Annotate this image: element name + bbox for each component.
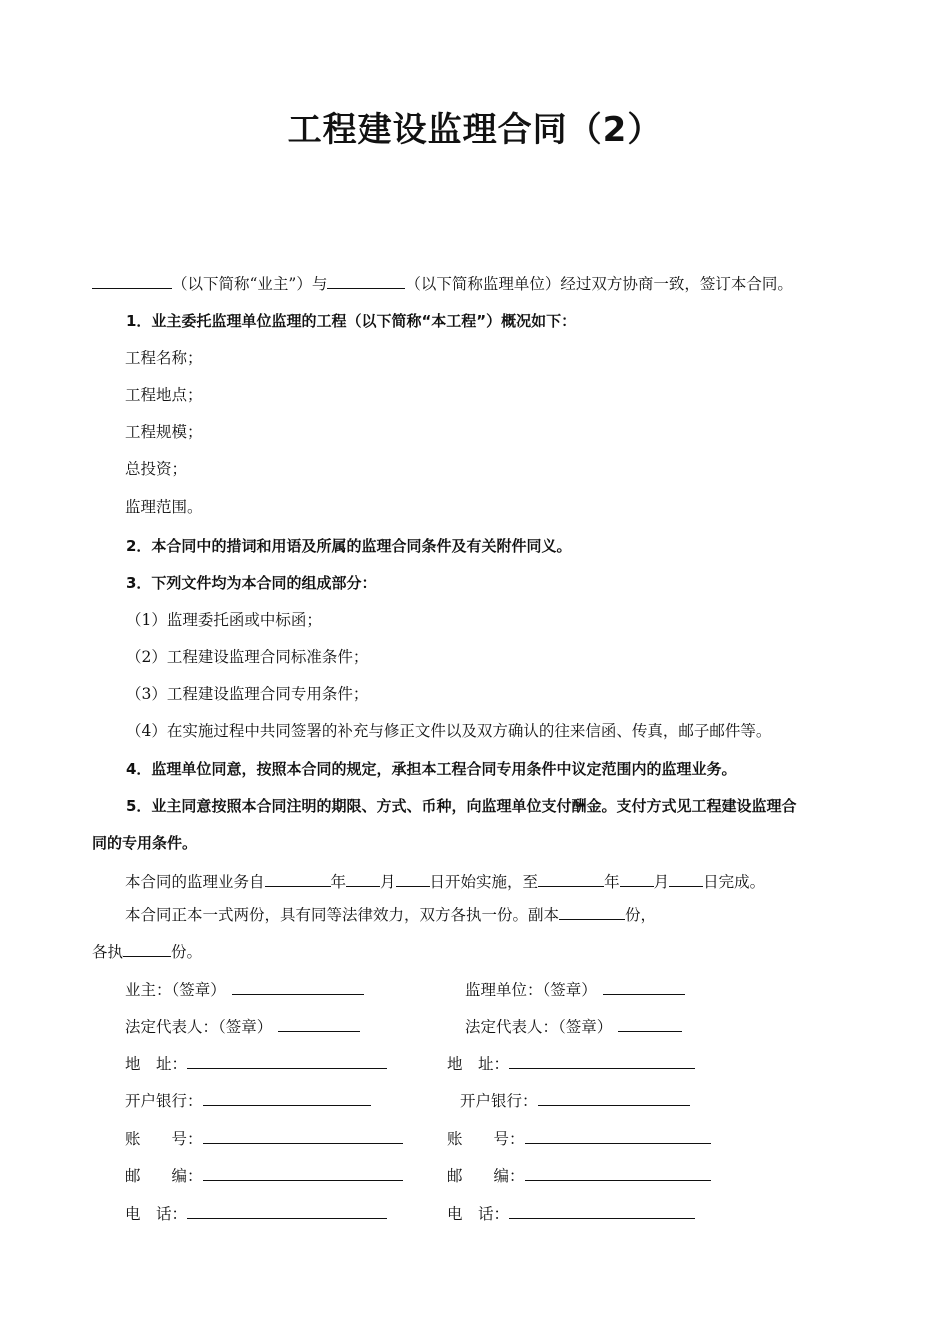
- owner-address-label: 地 址：: [125, 1055, 188, 1073]
- sig-right-postcode: [447, 1165, 711, 1186]
- supervisor-bank-blank[interactable]: [538, 1090, 690, 1106]
- owner-bank-blank[interactable]: [203, 1090, 371, 1106]
- owner-account-label: 账 号：: [125, 1130, 203, 1148]
- period-line: [125, 871, 765, 892]
- each-count-blank[interactable]: [123, 941, 171, 957]
- sig-left-account: [125, 1128, 403, 1149]
- sig-left-address: [125, 1053, 387, 1074]
- supervisor-address-blank[interactable]: [509, 1053, 695, 1069]
- start-month-blank[interactable]: [346, 871, 380, 887]
- supervisor-bank-label: 开户银行：: [460, 1092, 538, 1110]
- owner-postcode-blank[interactable]: [203, 1165, 403, 1181]
- sig-right-supervisor: [465, 979, 685, 1000]
- owner-seal-label: 业主：（签章）: [125, 981, 226, 999]
- document-title: 工程建设监理合同（2）: [287, 110, 663, 150]
- supervisor-seal-label: 监理单位：（签章）: [465, 981, 597, 999]
- owner-phone-blank[interactable]: [187, 1203, 387, 1219]
- period-day-end: 日完成。: [703, 873, 766, 891]
- clause-4: 4．监理单位同意，按照本合同的规定，承担本工程合同专用条件中议定范围内的监理业务。: [126, 760, 737, 778]
- field-project-scale: 工程规模；: [125, 423, 203, 441]
- end-month-blank[interactable]: [620, 871, 654, 887]
- duplicate-count-blank[interactable]: [559, 904, 625, 920]
- supervisor-account-label: 账 号：: [447, 1130, 525, 1148]
- sig-left-phone: [125, 1203, 387, 1224]
- supervisor-postcode-blank[interactable]: [525, 1165, 711, 1181]
- intro-part1: （以下简称“业主”）与: [172, 275, 328, 293]
- period-month-label-2: 月: [653, 873, 670, 891]
- period-day-start: 日开始实施，至: [429, 873, 539, 891]
- copies-line-2: [92, 941, 202, 962]
- owner-bank-label: 开户银行：: [125, 1092, 203, 1110]
- document-item-2: （2）工程建设监理合同标准条件；: [126, 648, 369, 666]
- sig-left-bank: [125, 1090, 371, 1111]
- field-project-location: 工程地点；: [125, 386, 203, 404]
- start-year-blank[interactable]: [265, 871, 331, 887]
- supervisor-legal-rep-blank[interactable]: [618, 1016, 682, 1032]
- supervisor-account-blank[interactable]: [525, 1128, 711, 1144]
- owner-account-blank[interactable]: [203, 1128, 403, 1144]
- intro-line: [92, 273, 793, 294]
- copies-each-label: 各执: [92, 943, 124, 961]
- sig-right-account: [447, 1128, 711, 1149]
- owner-address-blank[interactable]: [187, 1053, 387, 1069]
- clause-1: 1．业主委托监理单位监理的工程（以下简称“本工程”）概况如下：: [126, 312, 577, 330]
- copies-text: 本合同正本一式两份，具有同等法律效力，双方各执一份。副本: [125, 906, 560, 924]
- period-month-label: 月: [380, 873, 396, 891]
- end-day-blank[interactable]: [669, 871, 703, 887]
- supervisor-address-label: 地 址：: [447, 1055, 510, 1073]
- copies-line-1: [125, 904, 656, 925]
- owner-name-blank[interactable]: [92, 273, 172, 289]
- supervisor-postcode-label: 邮 编：: [447, 1167, 525, 1185]
- clause-5-line-2: 同的专用条件。: [92, 834, 198, 852]
- field-total-investment: 总投资；: [125, 460, 188, 478]
- period-year-label-2: 年: [604, 873, 620, 891]
- field-project-name: 工程名称；: [125, 349, 203, 367]
- end-year-blank[interactable]: [538, 871, 604, 887]
- sig-right-legal-rep: [465, 1016, 682, 1037]
- copies-unit: 份，: [625, 906, 657, 924]
- supervisor-phone-blank[interactable]: [509, 1203, 695, 1219]
- sig-left-postcode: [125, 1165, 403, 1186]
- sig-right-bank: [460, 1090, 690, 1111]
- clause-3: 3．下列文件均为本合同的组成部分：: [126, 574, 377, 592]
- supervisor-seal-blank[interactable]: [603, 979, 685, 995]
- intro-part2: （以下简称监理单位）经过双方协商一致，签订本合同。: [405, 275, 793, 293]
- supervisor-phone-label: 电 话：: [447, 1205, 510, 1223]
- clause-2: 2．本合同中的措词和用语及所属的监理合同条件及有关附件同义。: [126, 537, 572, 555]
- owner-legal-rep-label: 法定代表人：（签章）: [125, 1018, 273, 1036]
- owner-phone-label: 电 话：: [125, 1205, 188, 1223]
- owner-seal-blank[interactable]: [232, 979, 364, 995]
- supervisor-name-blank[interactable]: [327, 273, 405, 289]
- sig-left-owner: [125, 979, 364, 1000]
- sig-left-legal-rep: [125, 1016, 360, 1037]
- copies-each-unit: 份。: [171, 943, 203, 961]
- document-item-1: （1）监理委托函或中标函；: [126, 611, 322, 629]
- owner-legal-rep-blank[interactable]: [278, 1016, 360, 1032]
- start-day-blank[interactable]: [396, 871, 430, 887]
- document-item-4: （4）在实施过程中共同签署的补充与修正文件以及双方确认的往来信函、传真，邮子邮件等。: [126, 722, 772, 740]
- field-supervision-scope: 监理范围。: [125, 498, 203, 516]
- supervisor-legal-rep-label: 法定代表人：（签章）: [465, 1018, 613, 1036]
- document-item-3: （3）工程建设监理合同专用条件；: [126, 685, 369, 703]
- period-year-label: 年: [330, 873, 347, 891]
- sig-right-address: [447, 1053, 695, 1074]
- owner-postcode-label: 邮 编：: [125, 1167, 203, 1185]
- clause-5-line-1: 5．业主同意按照本合同注明的期限、方式、币种，向监理单位支付酬金。支付方式见工程建设监理合: [126, 797, 797, 815]
- period-prefix: 本合同的监理业务自: [125, 873, 265, 891]
- sig-right-phone: [447, 1203, 695, 1224]
